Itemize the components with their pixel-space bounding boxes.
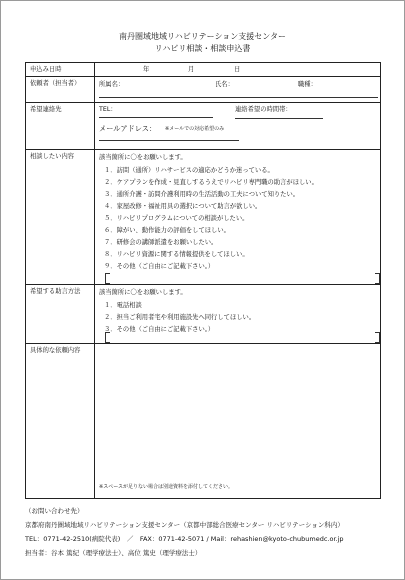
job-label: 職種：: [298, 81, 317, 88]
form-title: リハビリ相談・相談申込書: [154, 44, 251, 53]
time-underline: [235, 118, 323, 119]
contact-label: 希望連絡先: [26, 103, 95, 150]
day-label: 日: [234, 66, 241, 73]
tel-label: TEL：: [99, 106, 117, 113]
consult-other-bracket-right: [375, 273, 380, 284]
method-item[interactable]: ２．担当ご利用者宅や利用施設先へ同行してほしい。: [104, 314, 256, 321]
requester-cell[interactable]: [95, 77, 381, 103]
email-underline: [99, 140, 239, 141]
requester-underline: [99, 97, 378, 98]
consult-label: 相談したい内容: [26, 150, 95, 285]
consult-cell[interactable]: [95, 150, 381, 285]
email-note: ※メールでの対応希望のみ: [165, 126, 225, 132]
consult-item[interactable]: ８．リハビリ資源に関する情報提供をしてほしい。: [104, 251, 249, 258]
contact-info: TEL：0771-42-2510(病院代表) ／ FAX：0771-42-5071 / Mail：rehashien@kyoto-chubumedc.or.jp: [25, 535, 344, 543]
consult-other-bracket-left: [105, 273, 110, 284]
method-cell[interactable]: [95, 285, 381, 344]
contact-cell[interactable]: [95, 103, 381, 150]
consult-intro: 該当箇所に〇をお願いします。: [99, 154, 187, 161]
method-intro: 該当箇所に〇をお願いします。: [99, 289, 187, 296]
center-name: 南丹圏域地域リハビリテーション支援センター: [119, 32, 286, 41]
method-other-bracket-right: [375, 332, 380, 343]
detail-note: ※スペースが足りない場合は別途資料を添付してください。: [99, 484, 233, 490]
method-item[interactable]: １．電話相談: [104, 302, 142, 309]
inquiry-heading: （お問い合わせ先）: [25, 507, 84, 515]
method-item[interactable]: ３．その他（ご自由にご記載下さい。）: [104, 326, 215, 333]
consult-item[interactable]: ２．ケアプランを作成・見直しするうえでリハビリ専門職の助言がほしい。: [104, 179, 318, 186]
method-other-bracket-left: [105, 332, 110, 343]
consult-item[interactable]: ９．その他（ご自由にご記載下さい。）: [104, 263, 215, 270]
month-label: 月: [188, 66, 195, 73]
detail-label: 具体的な依頼内容: [26, 344, 95, 499]
method-label: 希望する助言方法: [26, 285, 95, 344]
tel-underline: [99, 117, 213, 118]
affiliation-label: 所属名：: [99, 81, 125, 88]
detail-cell[interactable]: [95, 344, 381, 499]
consult-item[interactable]: ３．通所介護・訪問介護利用時の生活活動の工夫について知りたい。: [104, 191, 300, 198]
consult-item[interactable]: ５．リハビリプログラムについての相談がしたい。: [104, 215, 249, 222]
date-cell[interactable]: [95, 63, 381, 77]
staff-info: 担当者：谷本 篤紀（理学療法士）、高位 篤史（理学療法士）: [25, 549, 202, 557]
email-label: メールアドレス：: [99, 124, 157, 133]
time-label: 連絡希望の時間帯：: [235, 106, 292, 113]
name-label: 氏名：: [215, 81, 234, 88]
date-label: 申込み日時: [26, 63, 95, 77]
center-address: 京都府南丹圏域地域リハビリテーション支援センター（京都中部総合医療センター リハビリテーション科内）: [25, 521, 344, 529]
consult-item[interactable]: ６．障がい、動作能力の評価をしてほしい。: [104, 227, 230, 234]
year-label: 年: [143, 66, 150, 73]
consult-item[interactable]: ４．家屋改修・福祉用具の選択について助言が欲しい。: [104, 203, 262, 210]
requester-label: 依頼者（担当者）: [26, 77, 95, 103]
consult-item[interactable]: ７．研修会の講師派遣をお願いしたい。: [104, 239, 218, 246]
consult-item[interactable]: １．訪問（通所）リハサービスの適応かどうか迷っている。: [104, 167, 274, 174]
application-form: [25, 62, 381, 499]
